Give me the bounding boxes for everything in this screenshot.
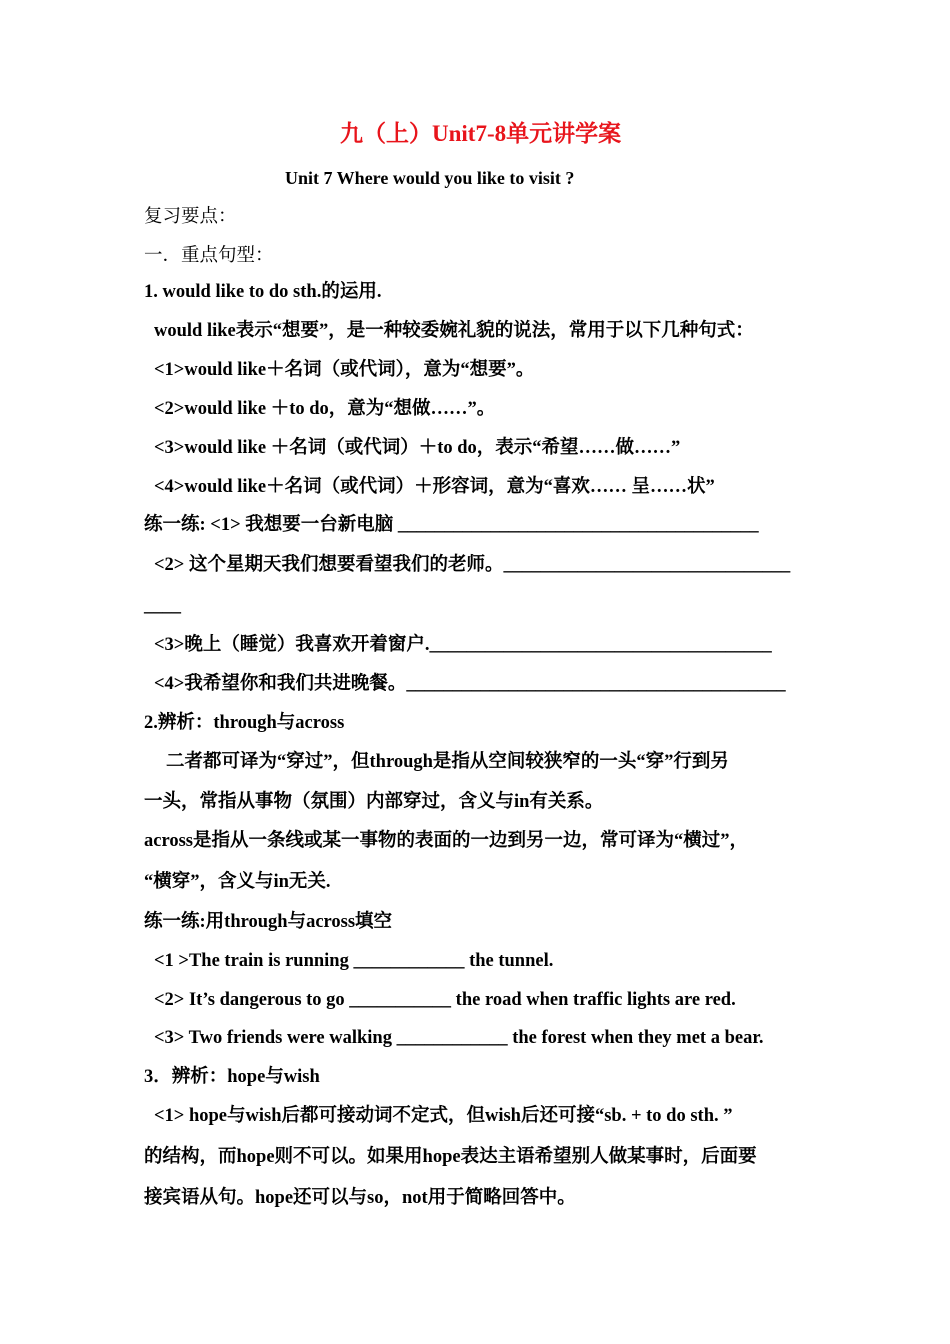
practice1-item-2-continuation: ____ (144, 596, 181, 616)
practice1-item-4: <4>我希望你和我们共进晚餐。_________________________________________ (154, 674, 786, 694)
point2-explanation-3: across是指从一条线或某一事物的表面的一边到另一边，常可译为“横过”， (144, 831, 748, 851)
unit-subtitle: Unit 7 Where would you like to visit ? (285, 168, 575, 188)
practice2-item-1: <1 >The train is running ____________ the tunnel. (154, 951, 554, 971)
point3-heading: 3．辨析：hope与wish (144, 1067, 320, 1087)
point1-heading: 1. would like to do sth.的运用. (144, 282, 382, 302)
review-heading: 复习要点： (144, 207, 237, 227)
practice1-item-3: <3>晚上（睡觉）我喜欢开着窗户._____________________________________ (154, 635, 772, 655)
pattern-4: <4>would like＋名词（或代词）＋形容词，意为“喜欢…… 呈……状” (154, 477, 715, 497)
point2-explanation-1: 二者都可译为“穿过”，但through是指从空间较狭窄的一头“穿”行到另 (166, 752, 729, 772)
point3-explanation-1: <1> hope与wish后都可接动词不定式，但wish后还可接“sb. + to do sth. ” (154, 1106, 733, 1126)
pattern-3: <3>would like ＋名词（或代词）＋to do，表示“希望……做……” (154, 438, 681, 458)
section1-heading: 一．重点句型： (144, 246, 274, 266)
point2-explanation-2: 一头，常指从事物（氛围）内部穿过，含义与in有关系。 (144, 792, 604, 812)
practice1-item-1: 练一练: <1> 我想要一台新电脑 _______________________________________ (144, 515, 759, 535)
point2-explanation-4: “横穿”，含义与in无关. (144, 872, 331, 892)
practice2-heading: 练一练:用through与across填空 (144, 912, 393, 932)
practice2-item-2: <2> It’s dangerous to go ___________ the road when traffic lights are red. (154, 990, 736, 1010)
point3-explanation-2: 的结构，而hope则不可以。如果用hope表达主语希望别人做某事时，后面要 (144, 1147, 757, 1167)
point1-intro: would like表示“想要”，是一种较委婉礼貌的说法，常用于以下几种句式： (154, 321, 754, 341)
point2-heading: 2.辨析：through与across (144, 713, 345, 733)
pattern-2: <2>would like ＋to do，意为“想做……”。 (154, 399, 496, 419)
practice1-item-2: <2> 这个星期天我们想要看望我们的老师。_______________________________ (154, 555, 791, 575)
point3-explanation-3: 接宾语从句。hope还可以与so，not用于简略回答中。 (144, 1188, 576, 1208)
pattern-1: <1>would like＋名词（或代词），意为“想要”。 (154, 360, 535, 380)
document-title: 九（上）Unit7-8单元讲学案 (340, 121, 622, 146)
practice2-item-3: <3> Two friends were walking ____________ the forest when they met a bear. (154, 1028, 764, 1048)
